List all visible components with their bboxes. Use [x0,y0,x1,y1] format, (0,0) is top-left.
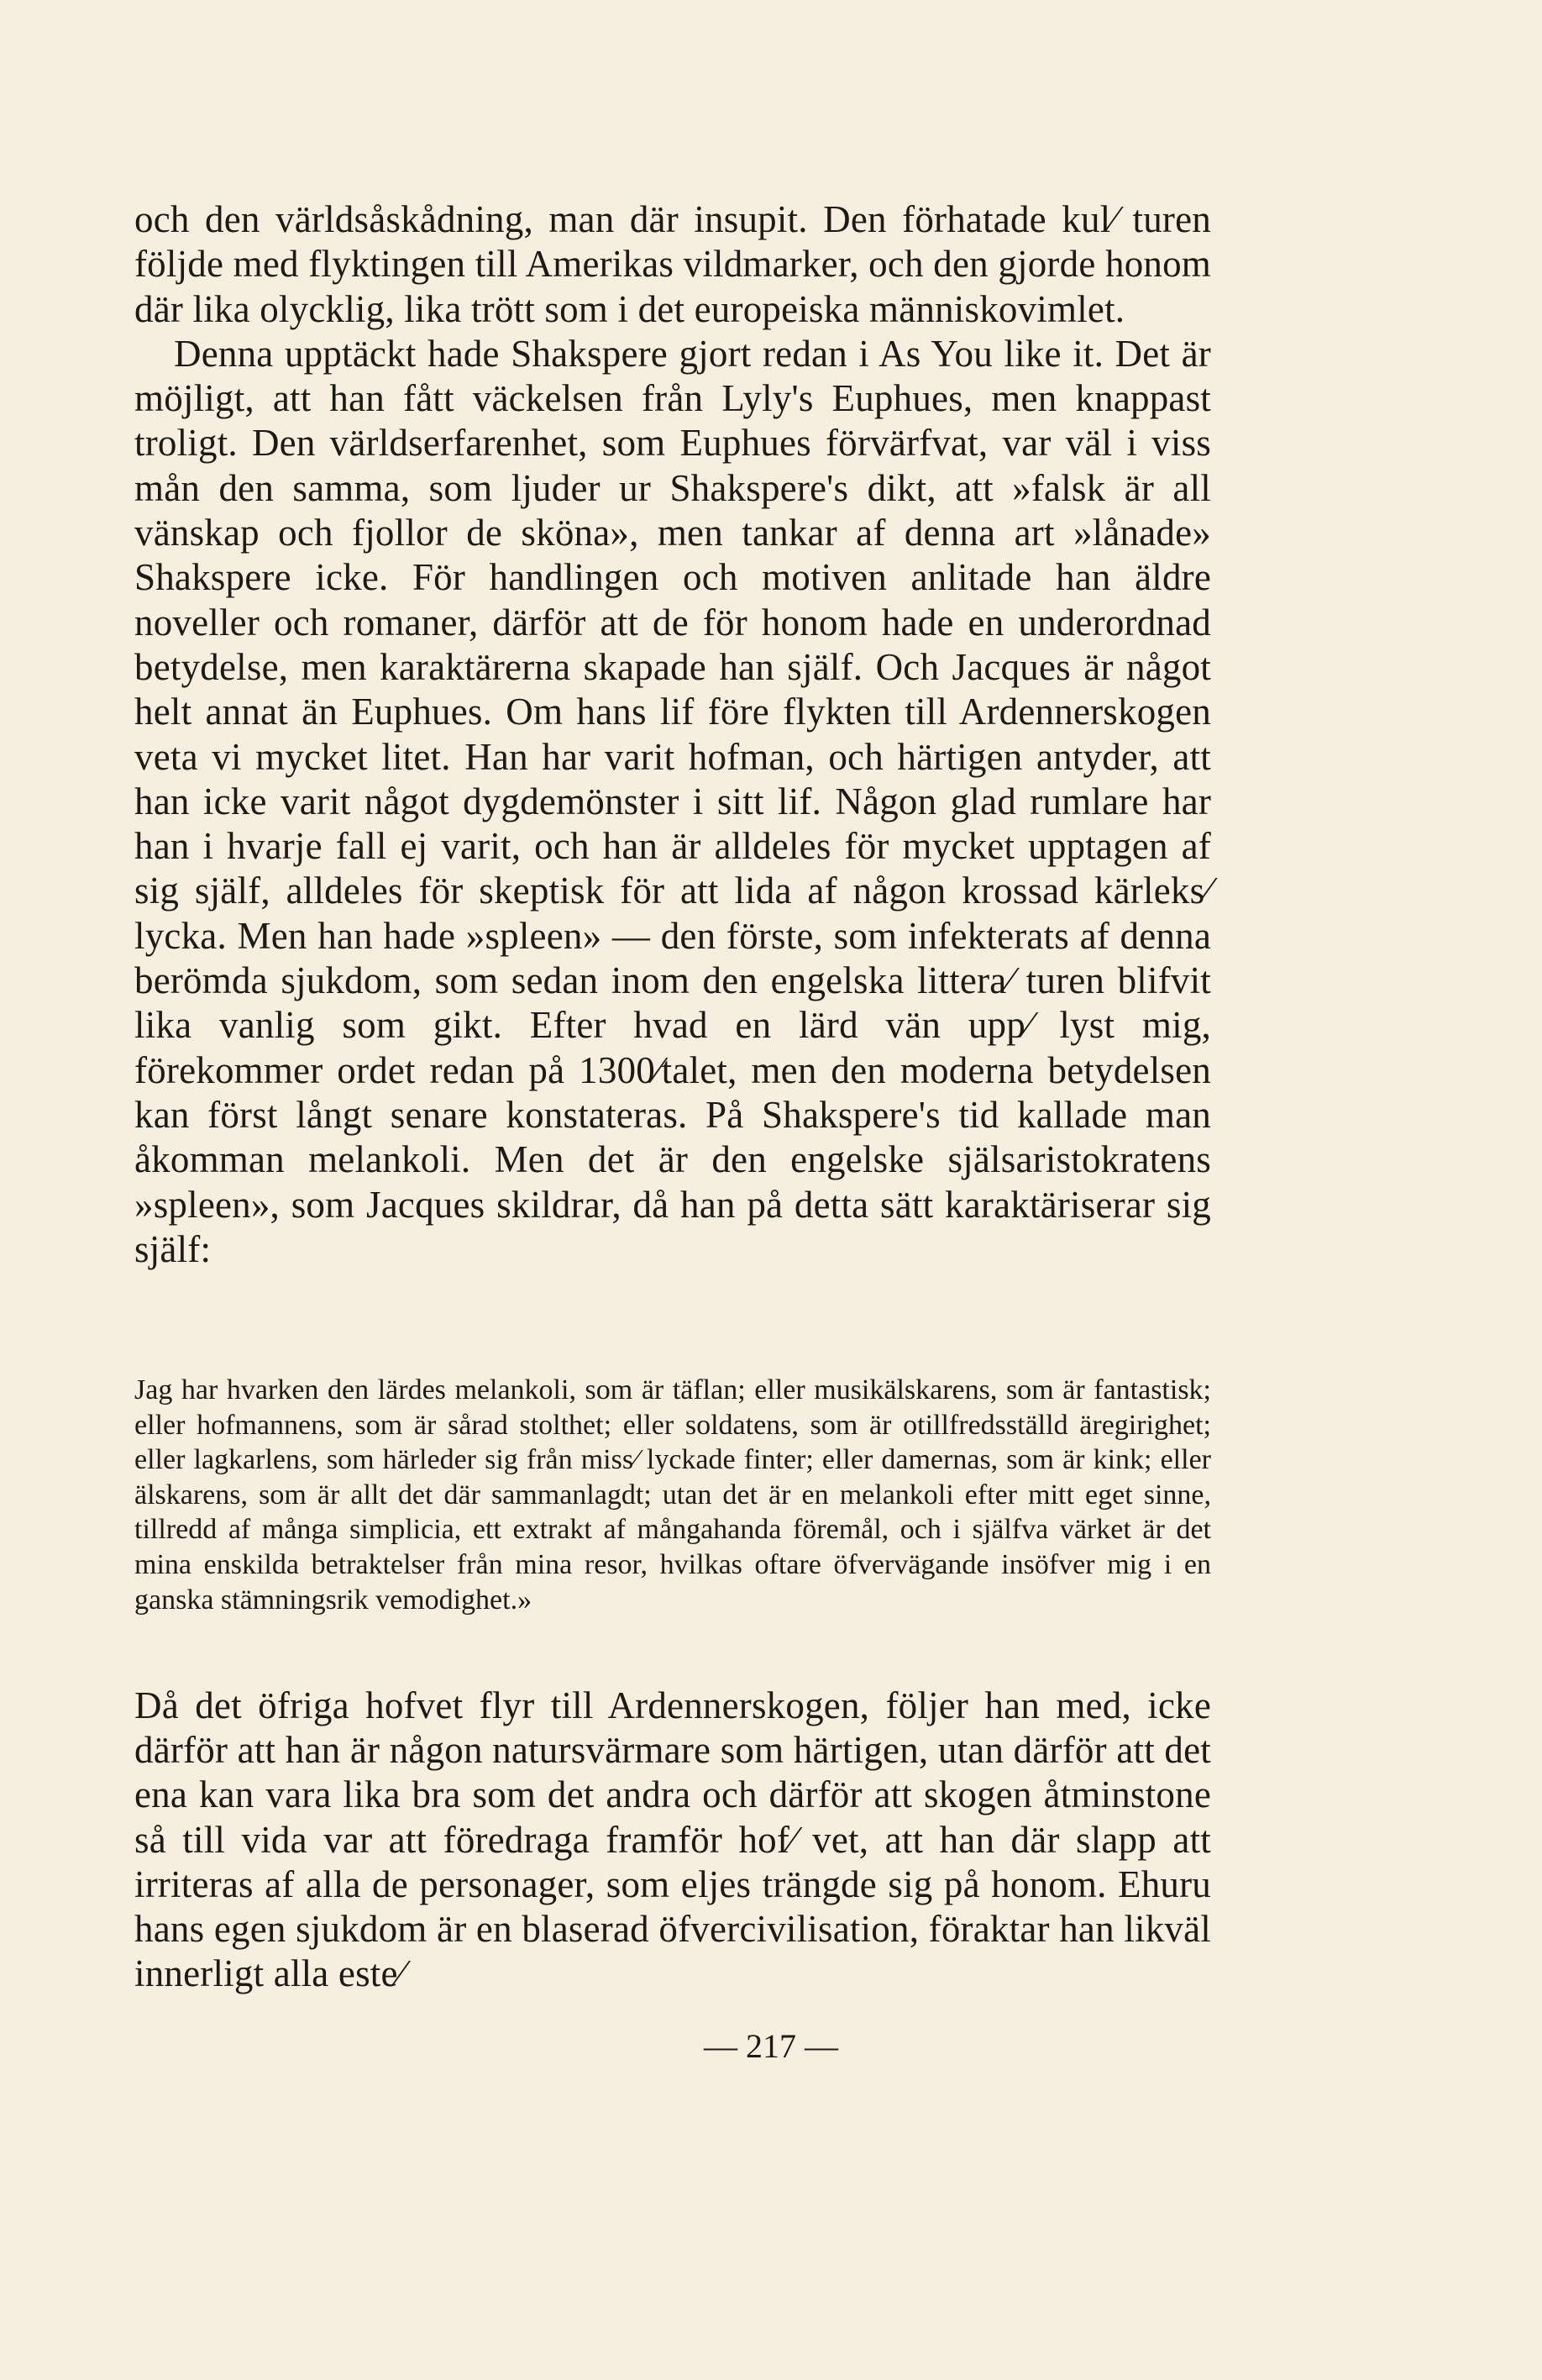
body-text-block-continued [134,1684,1211,1996]
paragraph-shakspere: Denna upptäckt hade Shakspere gjort redan i As You like it. Det är möjligt, att han fått väckelsen från Lyly's Euphues, men knappast troligt. Den världserfarenhet, som Euphues förvärfvat, var väl i viss mån den samma, som ljuder ur Shakspere's dikt, att »falsk är all vänskap och fjollor de sköna», men tankar af denna art »lånade» Shakspere icke. För handlingen och motiven anlitade han äldre noveller och romaner, därför att de för honom hade en underordnad betydelse, men karaktärerna skapade han själf. Och Jacques är något helt annat än Euphues. Om hans lif före flykten till Ardennerskogen veta vi mycket litet. Han har varit hofman, och härtigen antyder, att han icke varit något dygdemönster i sitt lif. Någon glad rumlare har han i hvarje fall ej varit, och han är alldeles för mycket upptagen af sig själf, alldeles för skeptisk för att lida af någon krossad kärleks⁄ lycka. Men han hade »spleen» — den förste, som infekterats af denna berömda sjukdom, som sedan inom den engelska littera⁄ turen blifvit lika vanlig som gikt. Efter hvad en lärd vän upp⁄ lyst mig, förekommer ordet redan på 1300⁄talet, men den moderna betydelsen kan först långt senare konstateras. På Shakspere's tid kallade man åkomman melankoli. Men det är den engelske själsaristokratens »spleen», som Jacques skildrar, då han på detta sätt karaktäriserar sig själf: [134,332,1211,1270]
paragraph-opening: och den världsåskådning, man där insupit. Den förhatade kul⁄ turen följde med flyktingen till Amerikas vildmarker, och den gjorde honom där lika olycklig, lika trött som i det europeiska människovimlet. [134,198,1211,330]
page-number: — 217 — [704,2027,838,2065]
body-text-block [134,197,1211,1272]
block-quote [134,1373,1211,1617]
paragraph-ardennes: Då det öfriga hofvet flyr till Ardennerskogen, följer han med, icke därför att han är någon natursvärmare som härtigen, utan därför att det ena kan vara lika bra som det andra och därför att skogen åtminstone så till vida var att föredraga framför hof⁄ vet, att han där slapp att irriteras af alla de personager, som eljes trängde sig på honom. Ehuru hans egen sjukdom är en blaserad öfvercivilisation, föraktar han likväl innerligt alla este⁄ [134,1684,1211,1995]
quote-text: Jag har hvarken den lärdes melankoli, som är täflan; eller musikälskarens, som är fantastisk; eller hofmannens, som är sårad stolthet; eller soldatens, som är otillfredsställd äregirighet; eller lagkarlens, som härleder sig från miss⁄ lyckade finter; eller damernas, som är kink; eller älskarens, som är allt det där sammanlagdt; utan det är en melankoli efter mitt eget sinne, tillredd af många simplicia, ett extrakt af mångahanda föremål, och i själfva värket är det mina enskilda betraktelser från mina resor, hvilkas oftare öfvervägande insöfver mig i en ganska stämningsrik vemodighet.» [134,1374,1211,1616]
